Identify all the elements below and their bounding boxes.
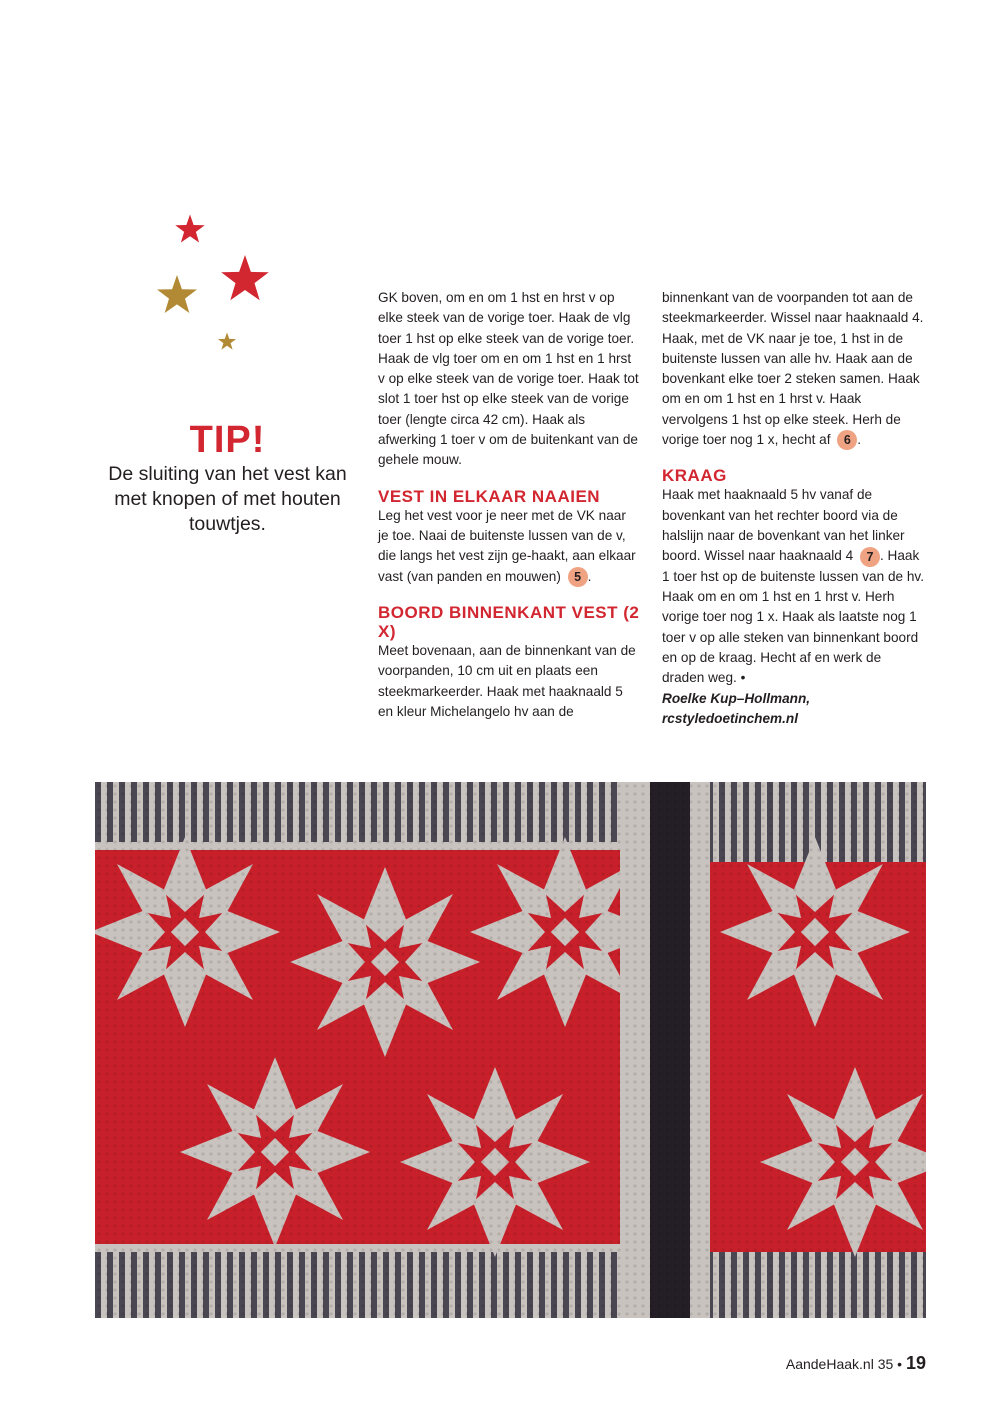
paragraph-inner-border: Meet bovenaan, aan de binnenkant van de voorpanden, 10 cm uit en plaats een steekmarkeerder. Haak met haaknaald 5 en kleur Michelangelo hv aan de bbox=[378, 642, 636, 719]
page-footer bbox=[660, 1353, 926, 1374]
page-number: 19 bbox=[905, 1353, 926, 1373]
assemble-text: Leg het vest voor je neer met de VK naar je toe. Naai de buitenste lussen van de v, die langs het vest zijn ge-haakt, aan elkaar vast (van panden en mouwen) bbox=[378, 507, 636, 584]
paragraph-sleeve-finish: GK boven, om en om 1 hst en hrst v op elke steek van de vorige toer. Haak de vlg toer 1 hst op elke steek van de vorige toer. Haak de vlg toer om en om 1 hst en 1 hrst v op elke steek van de vorige toer. Haak tot slot 1 toer hst op elke steek van de vorige toer (lengte circa 42 cm). Haak als afwerking 1 toer v om de buitenkant van de gehele mouw. bbox=[378, 290, 639, 468]
heading-collar: KRAAG bbox=[662, 466, 727, 486]
tip-title: TIP! bbox=[189, 419, 266, 461]
paragraph-collar bbox=[662, 485, 927, 688]
red-star-small-icon bbox=[175, 215, 204, 243]
gold-star-icon bbox=[157, 275, 197, 313]
punctuation: . bbox=[857, 432, 862, 448]
step-number-badge: 6 bbox=[837, 430, 857, 450]
author-website: rcstyledoetinchem.nl bbox=[662, 710, 798, 726]
paragraph-assemble bbox=[378, 506, 640, 587]
footer-bullet: • bbox=[897, 1356, 903, 1372]
collar-text-b: . Haak 1 toer hst op de buitenste lussen van de hv. Haak om en om 1 hst en 1 hrst v. Herh vorige toer nog 1 x. Haak als laatste nog 1 toer v op alle steken van binnenkant boord en op de kraag. Hecht af en werk de draden weg. • bbox=[662, 548, 924, 686]
collar-text-a: Haak met haaknaald 5 hv vanaf de bovenkant van het rechter boord via de halslijn naar de bovenkant van het linker boord. Wissel naar haaknaald 4 bbox=[662, 487, 905, 564]
crochet-vest-photo bbox=[95, 782, 926, 1318]
heading-inner-border: BOORD BINNENKANT VEST (2 X) bbox=[378, 602, 640, 641]
gold-star-tiny-icon bbox=[218, 333, 236, 350]
magazine-name: AandeHaak.nl 35 bbox=[785, 1356, 894, 1372]
tip-box bbox=[100, 420, 355, 537]
text-column-2 bbox=[662, 288, 927, 729]
author-name: Roelke Kup–Hollmann, bbox=[662, 690, 811, 706]
heading-assemble-vest: VEST IN ELKAAR NAAIEN bbox=[378, 486, 601, 506]
punctuation: . bbox=[587, 568, 592, 584]
red-star-large-icon bbox=[221, 255, 269, 300]
step-number-badge: 5 bbox=[568, 567, 588, 587]
inner-border-text: binnenkant van de voorpanden tot aan de steekmarkeerder. Wissel naar haaknaald 4. Haak, met de VK naar je toe, 1 hst in de buitenste lussen van alle hv. Haak aan de bovenkant elke toer 2 steken samen. Haak om en om 1 hst en 1 hrst v. Haak vervolgens 1 hst op elke steek. Herh de vorige toer nog 1 x, hecht af bbox=[662, 290, 924, 448]
text-column-1 bbox=[378, 288, 640, 722]
tip-text: De sluiting van het vest kan met knopen of met houten touwtjes. bbox=[108, 463, 347, 535]
step-number-badge: 7 bbox=[860, 547, 880, 567]
decorative-stars bbox=[150, 210, 280, 360]
paragraph-inner-border-cont bbox=[662, 288, 927, 450]
